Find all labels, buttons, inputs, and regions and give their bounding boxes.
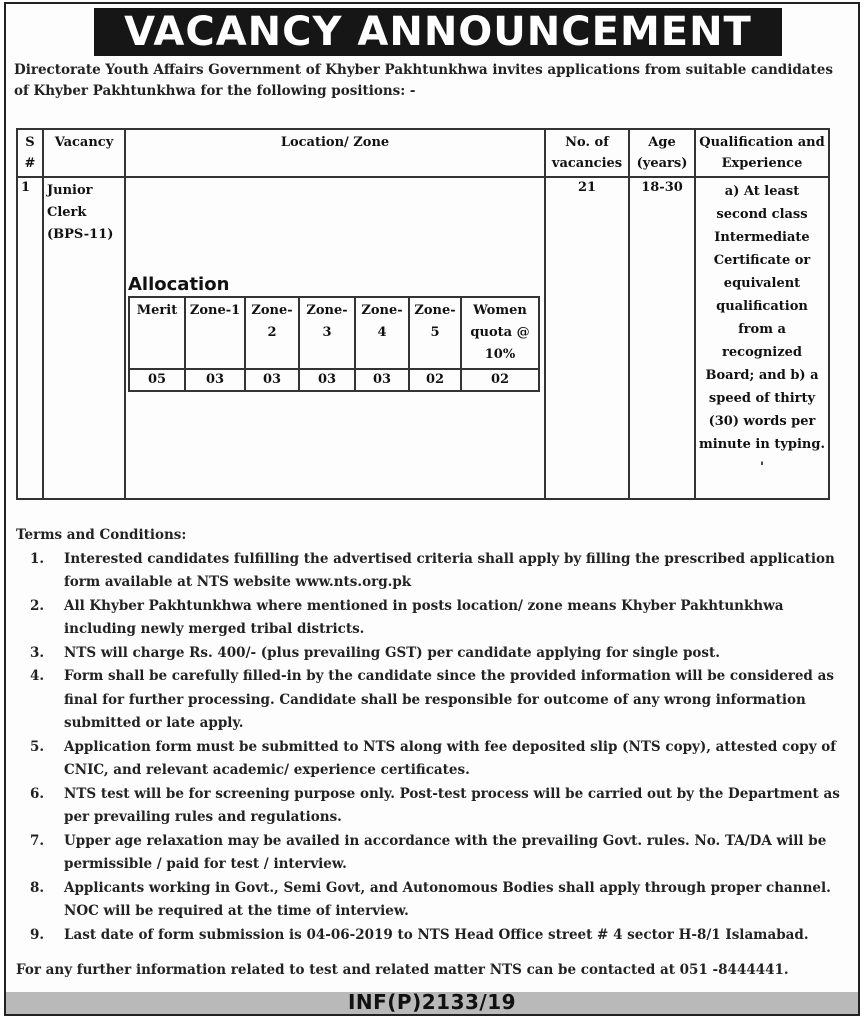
vacancy-table-header-row: [17, 129, 829, 177]
terms-title: Terms and Conditions:: [16, 527, 187, 543]
row-no-of-vacancies: 21: [545, 177, 629, 499]
allocation-header-row: [129, 297, 539, 369]
row-location-cell: [125, 177, 545, 499]
alloc-header-zone-5: Zone-5: [409, 297, 461, 369]
alloc-header-zone-4: Zone-4: [355, 297, 409, 369]
term-text: Interested candidates fulfilling the advertised criteria shall apply by filling the prescribed application form available at NTS website www.nts.org.pk: [64, 550, 835, 590]
list-item: [16, 783, 848, 830]
alloc-value-zone-2: 03: [245, 369, 299, 391]
list-item: [16, 548, 848, 595]
header-location: Location/ Zone: [125, 129, 545, 177]
term-text: Last date of form submission is 04-06-2019 to NTS Head Office street # 4 sector H-8/1 Islamabad.: [64, 926, 809, 943]
row-sn: 1: [17, 177, 43, 499]
alloc-value-merit: 05: [129, 369, 185, 391]
allocation-table: [128, 296, 540, 392]
reference-number: INF(P)2133/19: [347, 990, 517, 1014]
alloc-header-zone-2: Zone-2: [245, 297, 299, 369]
allocation-value-row: [129, 369, 539, 391]
contact-footer: For any further information related to test and related matter NTS can be contacted at 051 -8444441.: [16, 962, 789, 978]
header-age: Age (years): [629, 129, 695, 177]
alloc-value-zone-4: 03: [355, 369, 409, 391]
allocation-title: Allocation: [128, 274, 230, 295]
table-row: [17, 177, 829, 499]
term-number: 3.: [30, 644, 45, 661]
term-text: NTS test will be for screening purpose only. Post-test process will be carried out by the Department as per prevailing rules and regulations.: [64, 785, 840, 825]
term-text: Application form must be submitted to NTS along with fee deposited slip (NTS copy), attested copy of CNIC, and relevant academic/ experience certificates.: [64, 738, 837, 778]
header-sn: S #: [17, 129, 43, 177]
list-item: [16, 665, 848, 736]
header-qualification: Qualification and Experience: [695, 129, 829, 177]
alloc-header-merit: Merit: [129, 297, 185, 369]
term-number: 8.: [30, 879, 45, 896]
term-number: 5.: [30, 738, 45, 755]
term-number: 1.: [30, 550, 45, 567]
term-text: Form shall be carefully filled-in by the candidate since the provided information will be considered as final for further processing. Candidate shall be responsible for outcome of any wrong information submitted or late apply.: [64, 668, 834, 731]
term-number: 2.: [30, 597, 45, 614]
alloc-value-zone-3: 03: [299, 369, 355, 391]
row-vacancy: Junior Clerk (BPS-11): [43, 177, 125, 499]
vacancy-banner-title: VACANCY ANNOUNCEMENT: [94, 8, 782, 56]
vacancy-table: [16, 128, 830, 500]
term-text: All Khyber Pakhtunkhwa where mentioned in posts location/ zone means Khyber Pakhtunkhwa including newly merged tribal districts.: [64, 597, 784, 637]
header-vacancy: Vacancy: [43, 129, 125, 177]
list-item: [16, 595, 848, 642]
term-text: Applicants working in Govt., Semi Govt, and Autonomous Bodies shall apply through proper channel. NOC will be required at the time of interview.: [64, 879, 831, 919]
advertisement-page: [4, 2, 860, 1016]
list-item: [16, 877, 848, 924]
header-no-of-vacancies: No. of vacancies: [545, 129, 629, 177]
alloc-header-women-quota: Women quota @ 10%: [461, 297, 539, 369]
list-item: [16, 924, 848, 948]
list-item: [16, 642, 848, 666]
term-number: 6.: [30, 785, 45, 802]
term-number: 9.: [30, 926, 45, 943]
term-number: 7.: [30, 832, 45, 849]
term-number: 4.: [30, 668, 45, 684]
terms-and-conditions: [16, 524, 848, 947]
alloc-header-zone-3: Zone-3: [299, 297, 355, 369]
terms-list: [16, 548, 848, 948]
alloc-value-zone-5: 02: [409, 369, 461, 391]
term-text: NTS will charge Rs. 400/- (plus prevailing GST) per candidate applying for single post.: [64, 644, 720, 661]
alloc-value-women-quota: 02: [461, 369, 539, 391]
intro-paragraph: Directorate Youth Affairs Government of Khyber Pakhtunkhwa invites applications from suitable candidates of Khyber Pakhtunkhwa for the following positions: -: [14, 62, 833, 99]
alloc-value-zone-1: 03: [185, 369, 245, 391]
list-item: [16, 830, 848, 877]
term-text: Upper age relaxation may be availed in accordance with the prevailing Govt. rules. No. TA/DA will be permissible / paid for test / interview.: [64, 832, 827, 872]
row-age: 18-30: [629, 177, 695, 499]
alloc-header-zone-1: Zone-1: [185, 297, 245, 369]
list-item: [16, 736, 848, 783]
row-qualification: a) At least second class Intermediate Certificate or equivalent qualification from a recognized Board; and b) a speed of thirty (30) words per minute in typing. ': [695, 177, 829, 499]
